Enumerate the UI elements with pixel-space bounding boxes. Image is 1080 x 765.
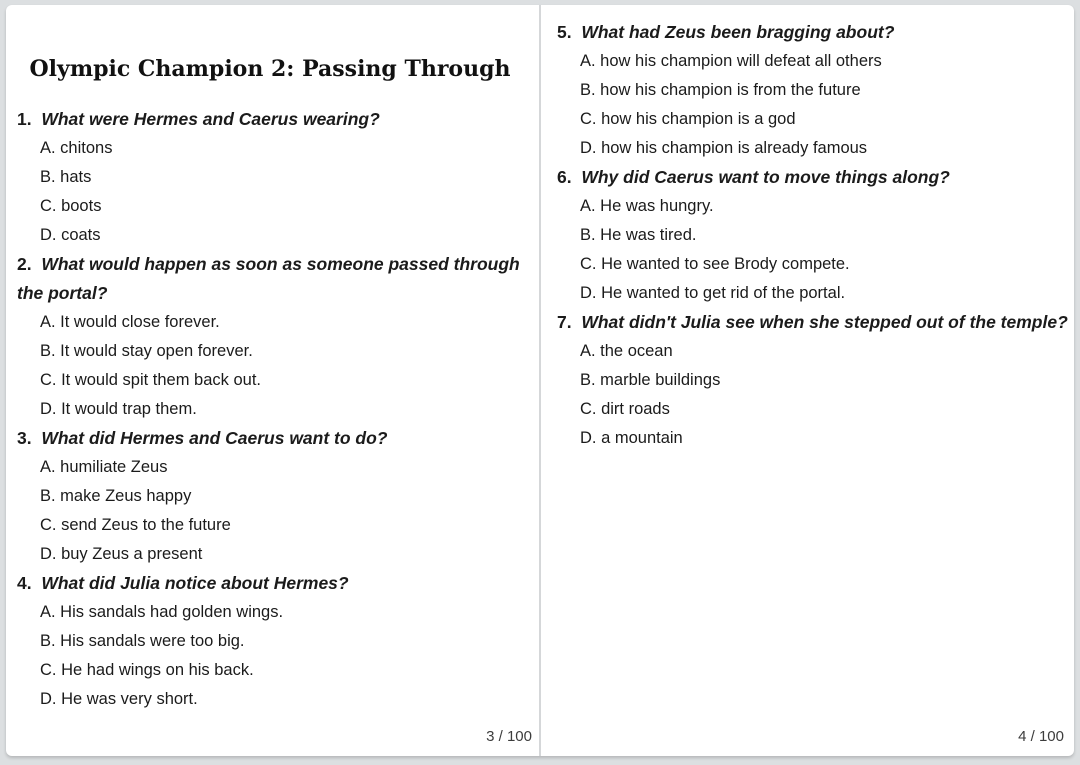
- question-7-option-c: C. dirt roads: [580, 400, 670, 418]
- question-2-option-a: A. It would close forever.: [40, 313, 220, 331]
- question-6-option-a: A. He was hungry.: [580, 197, 714, 215]
- page-3: [6, 5, 539, 756]
- question-text: What had Zeus been bragging about?: [581, 22, 895, 42]
- question-4-option-c: C. He had wings on his back.: [40, 661, 254, 679]
- page-number: 4 / 100: [1018, 728, 1064, 745]
- question-6-option-d: D. He wanted to get rid of the portal.: [580, 284, 846, 302]
- question-1-option-c: C. boots: [40, 197, 102, 215]
- question-5: [557, 18, 1068, 47]
- question-text: What would happen as soon as someone passed through the portal?: [17, 254, 520, 303]
- question-7: [557, 308, 1068, 337]
- question-7-option-d: D. a mountain: [580, 429, 683, 447]
- question-6: [557, 163, 1068, 192]
- question-5-option-a: A. how his champion will defeat all others: [580, 52, 882, 70]
- question-5-option-d: D. how his champion is already famous: [580, 139, 868, 157]
- question-2-option-d: D. It would trap them.: [40, 400, 197, 418]
- question-7-option-a: A. the ocean: [580, 342, 673, 360]
- question-3: [17, 424, 523, 453]
- question-text: What didn't Julia see when she stepped out of the temple?: [581, 312, 1068, 332]
- question-5-option-b: B. how his champion is from the future: [580, 81, 861, 99]
- question-number: 5.: [557, 22, 577, 42]
- page-4: [541, 5, 1074, 756]
- question-text: What did Hermes and Caerus want to do?: [41, 428, 388, 448]
- question-4: [17, 569, 523, 598]
- document-card: [6, 5, 1074, 756]
- question-3-option-d: D. buy Zeus a present: [40, 545, 203, 563]
- question-1-option-a: A. chitons: [40, 139, 113, 157]
- question-7-option-b: B. marble buildings: [580, 371, 721, 389]
- question-3-option-b: B. make Zeus happy: [40, 487, 192, 505]
- question-number: 1.: [17, 109, 37, 129]
- question-6-option-c: C. He wanted to see Brody compete.: [580, 255, 850, 273]
- question-4-option-d: D. He was very short.: [40, 690, 198, 708]
- question-6-option-b: B. He was tired.: [580, 226, 697, 244]
- question-number: 4.: [17, 573, 37, 593]
- question-4-option-b: B. His sandals were too big.: [40, 632, 245, 650]
- question-number: 3.: [17, 428, 37, 448]
- question-3-option-a: A. humiliate Zeus: [40, 458, 168, 476]
- question-1: [17, 105, 523, 134]
- question-number: 7.: [557, 312, 577, 332]
- question-2: [17, 250, 523, 308]
- question-3-option-c: C. send Zeus to the future: [40, 516, 231, 534]
- question-2-option-b: B. It would stay open forever.: [40, 342, 253, 360]
- question-2-option-c: C. It would spit them back out.: [40, 371, 262, 389]
- page-title: Olympic Champion 2: Passing Through: [29, 56, 511, 82]
- question-1-option-d: D. coats: [40, 226, 101, 244]
- question-1-option-b: B. hats: [40, 168, 92, 186]
- question-text: What were Hermes and Caerus wearing?: [41, 109, 380, 129]
- question-number: 6.: [557, 167, 577, 187]
- question-5-option-c: C. how his champion is a god: [580, 110, 796, 128]
- question-4-option-a: A. His sandals had golden wings.: [40, 603, 284, 621]
- question-text: Why did Caerus want to move things along?: [581, 167, 950, 187]
- question-text: What did Julia notice about Hermes?: [41, 573, 349, 593]
- question-number: 2.: [17, 254, 37, 274]
- page-number: 3 / 100: [486, 728, 532, 745]
